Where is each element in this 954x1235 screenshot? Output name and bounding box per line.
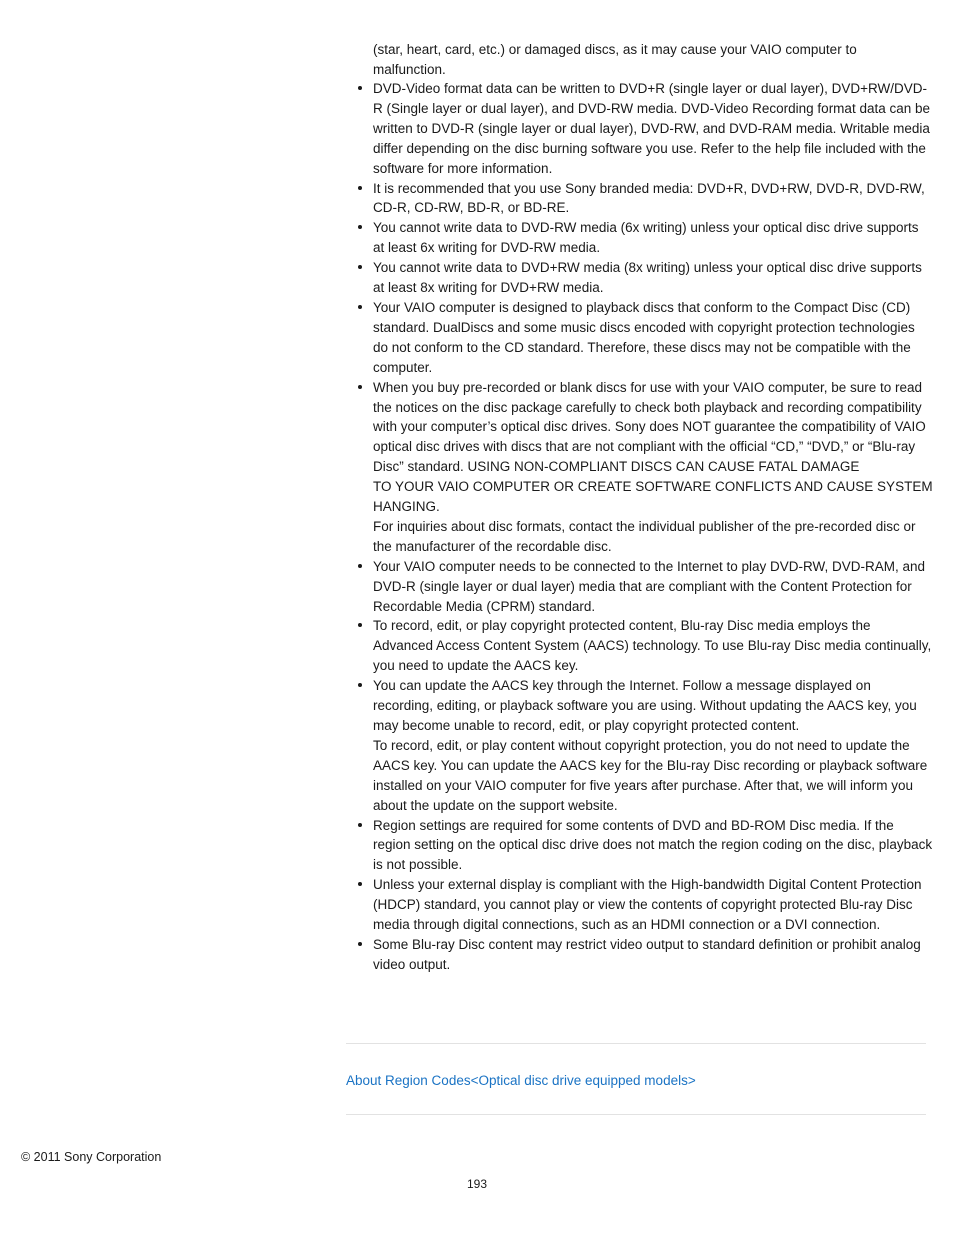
list-item-text: Your VAIO computer needs to be connected to the Internet to play DVD-RW, DVD-RAM, and DVD-R (single layer or dual layer) media that are compliant with the Content Protection for Recordable Media (CPRM) standard.	[373, 558, 926, 614]
page-number: 193	[466, 1177, 488, 1191]
list-item	[373, 616, 933, 676]
list-item-text: It is recommended that you use Sony branded media: DVD+R, DVD+RW, DVD-R, DVD-RW, CD-R, CD-RW, BD-R, or BD-RE.	[373, 180, 925, 216]
bullet-icon	[358, 823, 362, 827]
list-item-text: TO YOUR VAIO COMPUTER OR CREATE SOFTWARE CONFLICTS AND CAUSE SYSTEM HANGING.	[373, 479, 933, 515]
list-item	[373, 935, 933, 975]
list-item-text: Your VAIO computer is designed to playback discs that conform to the Compact Disc (CD) standard. DualDiscs and some music discs encoded with copyright protection technologies do not conform to the CD standard. Therefore, these discs may not be compatible with the computer.	[373, 299, 915, 375]
divider	[346, 1114, 926, 1115]
bullet-icon	[358, 305, 362, 309]
bullet-icon	[358, 623, 362, 627]
list-item	[373, 258, 933, 298]
bullet-icon	[358, 86, 362, 90]
related-topic-link[interactable]: About Region Codes<Optical disc drive equipped models>	[346, 1073, 696, 1088]
list-item-text: Some Blu-ray Disc content may restrict video output to standard definition or prohibit analog video output.	[373, 936, 921, 972]
bullet-icon	[358, 564, 362, 568]
list-item	[373, 816, 933, 876]
list-item-text: When you buy pre-recorded or blank discs for use with your VAIO computer, be sure to read the notices on the disc package carefully to check both playback and recording compatibility with your computer’s optical disc drives. Sony does NOT guarantee the compatibility of VAIO optical disc drives with discs that are not compliant with the official “CD,” “DVD,” or “Blu-ray Disc” standard. USING NON-COMPLIANT DISCS CAN CAUSE FATAL DAMAGE	[373, 379, 926, 475]
list-item-text: For inquiries about disc formats, contact the individual publisher of the pre-recorded disc or the manufacturer of the recordable disc.	[373, 518, 916, 554]
bullet-icon	[358, 225, 362, 229]
lead-paragraph: (star, heart, card, etc.) or damaged discs, as it may cause your VAIO computer to malfunction.	[373, 42, 857, 77]
list-item	[373, 378, 933, 557]
list-item	[373, 676, 933, 815]
list-item-text: Unless your external display is compliant with the High-bandwidth Digital Content Protection (HDCP) standard, you cannot play or view the contents of copyright protected Blu-ray Disc media through digital connections, such as an HDMI connection or a DVI connection.	[373, 877, 922, 933]
notes-list	[373, 79, 933, 975]
list-item	[373, 557, 933, 617]
list-item	[373, 875, 933, 935]
list-item	[373, 79, 933, 179]
copyright-notice: © 2011 Sony Corporation	[21, 1150, 162, 1164]
bullet-icon	[358, 186, 362, 190]
list-item	[373, 179, 933, 219]
divider	[346, 1043, 926, 1044]
list-item-text: To record, edit, or play content without copyright protection, you do not need to update the AACS key. You can update the AACS key for the Blu-ray Disc recording or playback software installed on your VAIO computer for five years after purchase. After that, we will inform you about the update on the support website.	[373, 737, 928, 813]
list-item-text: You cannot write data to DVD+RW media (8x writing) unless your optical disc drive supports at least 8x writing for DVD+RW media.	[373, 260, 922, 296]
list-item-text: You cannot write data to DVD-RW media (6x writing) unless your optical disc drive supports at least 6x writing for DVD-RW media.	[373, 220, 919, 256]
list-item	[373, 298, 933, 378]
bullet-icon	[358, 882, 362, 886]
list-item-text: Region settings are required for some contents of DVD and BD-ROM Disc media. If the region setting on the optical disc drive does not match the region coding on the disc, playback is not possible.	[373, 817, 933, 873]
list-item-text: To record, edit, or play copyright protected content, Blu-ray Disc media employs the Advanced Access Content System (AACS) technology. To use Blu-ray Disc media continually, you need to update the AACS key.	[373, 618, 932, 674]
bullet-icon	[358, 385, 362, 389]
bullet-icon	[358, 683, 362, 687]
list-item-text: DVD-Video format data can be written to DVD+R (single layer or dual layer), DVD+RW/DVD-R (Single layer or dual layer), and DVD-RW media. DVD-Video Recording format data can be written to DVD-R (single layer or dual layer), DVD-RW, and DVD-RAM media. Writable media differ depending on the disc burning software you use. Refer to the help file included with the software for more information.	[373, 81, 931, 176]
bullet-icon	[358, 265, 362, 269]
bullet-icon	[358, 942, 362, 946]
list-item-text: You can update the AACS key through the Internet. Follow a message displayed on recording, editing, or playback software you are using. Without updating the AACS key, you may become unable to record, edit, or play copyright protected content.	[373, 678, 917, 733]
list-item	[373, 218, 933, 258]
